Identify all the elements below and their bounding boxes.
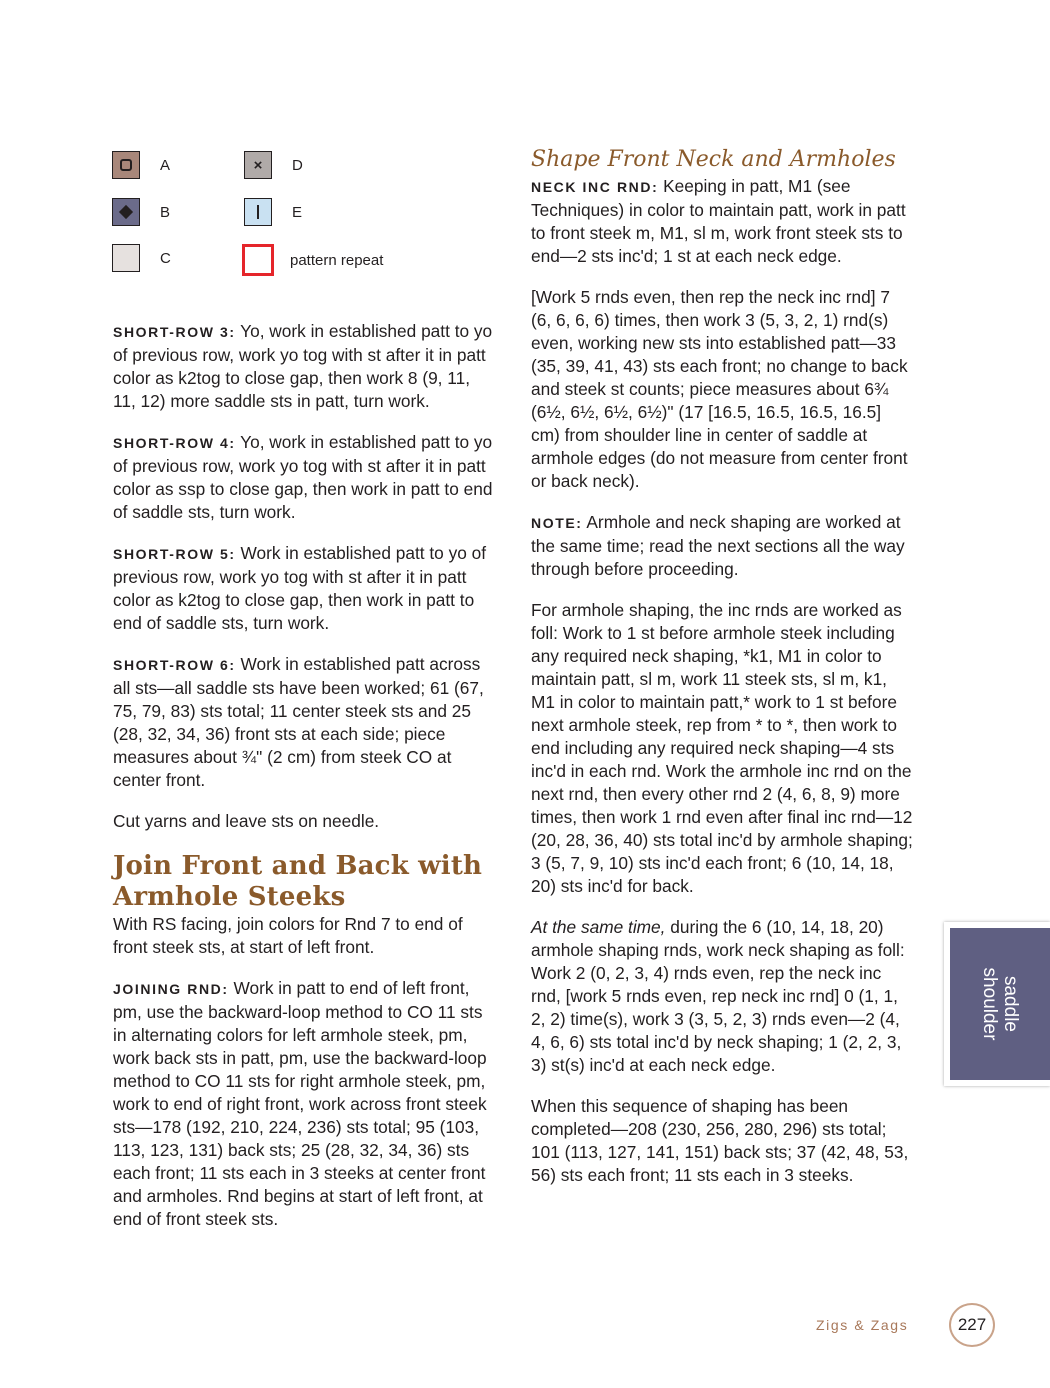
key-item-d bbox=[244, 151, 303, 179]
join-heading: Join Front and Back with Armhole Steeks bbox=[113, 851, 483, 912]
key-label: C bbox=[160, 249, 171, 267]
bar-icon bbox=[257, 205, 259, 219]
key-item-b bbox=[112, 198, 170, 226]
key-label: E bbox=[292, 203, 303, 221]
section-tab bbox=[944, 922, 1050, 1086]
key-item-pattern-repeat bbox=[244, 244, 383, 276]
key-label: A bbox=[160, 156, 171, 174]
swatch-e bbox=[244, 198, 272, 226]
short-row-6: SHORT-ROW 6: Work in established patt across all sts—all saddle sts have been worked; 61 (67, 75, 79, 83) sts total; 11 center steek sts and 25 (28, 32, 34, 36) front sts at each side; piece measures about ¾" (2 cm) from steek CO at center front. bbox=[113, 654, 484, 790]
section-tab-label: saddle shoulder bbox=[979, 967, 1021, 1041]
work-even-paragraph: [Work 5 rnds even, then rep the neck inc rnd] 7 (6, 6, 6, 6) times, then work 3 (5, 3, 2, 1) rnd(s) even, working new sts into established patt—33 (35, 39, 41, 43) sts each front; no change to back and steek st counts; piece measures about 6¾ (6½, 6½, 6½, 6½)" (17 [16.5, 16.5, 16.5, 16.5] cm) from shoulder line in center of saddle at armhole edges (do not measure from center front or back neck). bbox=[531, 287, 908, 491]
key-item-e bbox=[244, 198, 302, 226]
key-label: D bbox=[292, 156, 303, 174]
pattern-repeat-swatch bbox=[242, 244, 274, 276]
join-intro: With RS facing, join colors for Rnd 7 to end of front steek sts, at start of left front. bbox=[113, 914, 463, 957]
key-label: pattern repeat bbox=[290, 251, 384, 269]
page-number: 227 bbox=[949, 1303, 995, 1347]
right-column bbox=[531, 145, 913, 1205]
short-row-4: SHORT-ROW 4: Yo, work in established patt to yo of previous row, work yo tog with st after it in patt color as ssp to close gap, then work in patt to end of saddle sts, turn work. bbox=[113, 432, 493, 522]
short-row-5: SHORT-ROW 5: Work in established patt to yo of previous row, work yo tog with st after it in patt color as k2tog to close gap, then work in patt to end of saddle sts, turn work. bbox=[113, 543, 487, 633]
circle-icon bbox=[120, 159, 132, 171]
joining-rnd: JOINING RND: Work in patt to end of left front, pm, use the backward-loop method to CO 11 sts in alternating colors for left armhole steek, pm, work back sts in patt, pm, use the backward-loop method to CO 11 sts for right armhole steek, pm, work to end of right front, work across front steek sts—178 (192, 210, 224, 236) sts total; 95 (103, 113, 123, 131) back sts; 25 (28, 32, 34, 36) sts each front; 11 sts each in 3 steeks at center front and armholes. Rnd begins at start of left front, at end of front steek sts. bbox=[113, 978, 487, 1229]
left-column bbox=[113, 320, 493, 1249]
swatch-a bbox=[112, 151, 140, 179]
same-time-paragraph: At the same time, during the 6 (10, 14, 18, 20) armhole shaping rnds, work neck shaping as foll: Work 2 (0, 2, 3, 4) rnds even, rep the neck inc rnd, [work 5 rnds even, rep neck inc rnd] 0 (1, 1, 2, 2) time(s), work 3 (3, 5, 2, 3) rnds even—2 (4, 4, 6, 6) sts total inc'd by neck shaping; 1 (2, 2, 3, 3) st(s) inc'd at each neck edge. bbox=[531, 917, 905, 1075]
neck-inc-rnd: NECK INC RND: Keeping in patt, M1 (see Techniques) in color to maintain patt, work in patt to front steek m, M1, sl m, work front steek sts to end—2 sts inc'd; 1 st at each neck edge. bbox=[531, 176, 906, 266]
x-icon: × bbox=[253, 156, 263, 174]
key-label: B bbox=[160, 203, 171, 221]
short-row-3: SHORT-ROW 3: Yo, work in established patt to yo of previous row, work yo tog with st after it in patt color as k2tog to close gap, then work 8 (9, 11, 11, 12) more saddle sts in patt, turn work. bbox=[113, 321, 493, 411]
note-paragraph: NOTE: Armhole and neck shaping are worked at the same time; read the next sections all the way through before proceeding. bbox=[531, 512, 905, 579]
key-item-c bbox=[112, 244, 171, 272]
chart-key bbox=[112, 148, 442, 278]
diamond-icon bbox=[119, 205, 133, 219]
swatch-d bbox=[244, 151, 272, 179]
running-footer: Zigs & Zags bbox=[816, 1317, 909, 1333]
key-item-a bbox=[112, 151, 170, 179]
armhole-paragraph: For armhole shaping, the inc rnds are worked as foll: Work to 1 st before armhole steek including any required neck shaping, *k1, M1 in color to maintain patt, sl m, work 11 steek sts, sl m, k1, M1 in color to maintain patt,* work to 1 st before next armhole steek, rep from * to *, then work to end including any required neck shaping—4 sts inc'd in each rnd. Work the armhole inc rnd on the next rnd, then every other rnd 2 (4, 6, 8, 9) more times, then work 1 rnd even after final inc rnd—12 (20, 28, 36, 40) sts total inc'd by armhole shaping; 3 (5, 7, 9, 10) sts inc'd each front; 6 (10, 14, 18, 20) sts inc'd for back. bbox=[531, 600, 913, 896]
when-paragraph: When this sequence of shaping has been completed—208 (230, 256, 280, 296) sts total; 101 (113, 127, 141, 151) back sts; 37 (42, 48, 53, 56) sts each front; 11 sts each in 3 steeks. bbox=[531, 1096, 909, 1185]
swatch-b bbox=[112, 198, 140, 226]
swatch-c bbox=[112, 244, 140, 272]
cut-yarns: Cut yarns and leave sts on needle. bbox=[113, 811, 380, 831]
shape-heading: Shape Front Neck and Armholes bbox=[531, 147, 896, 172]
